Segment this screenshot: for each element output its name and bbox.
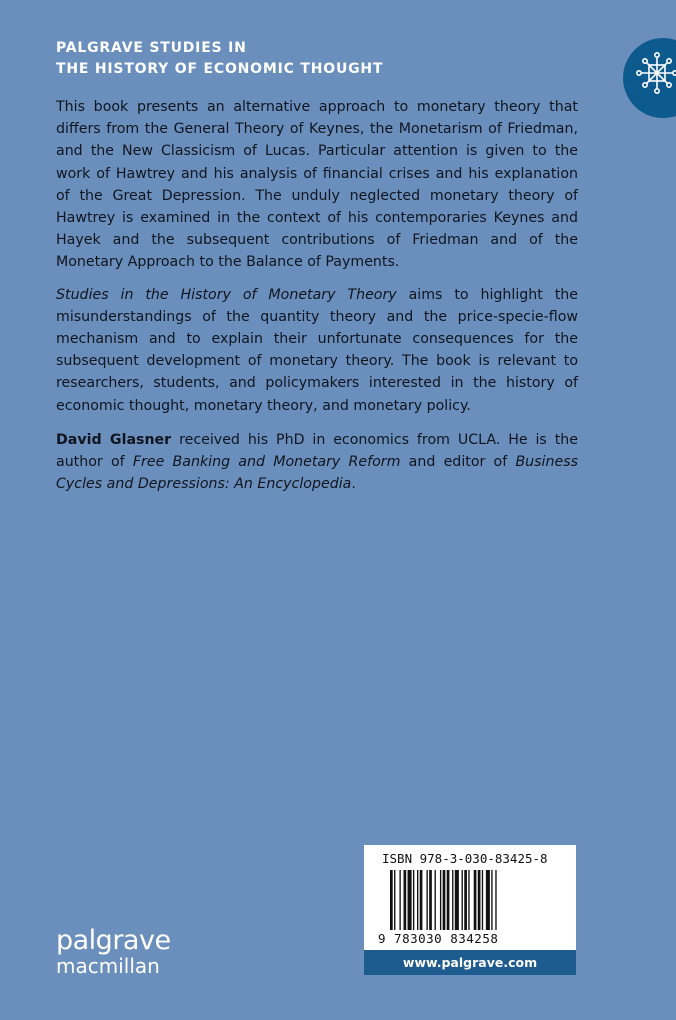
publisher-logo (56, 927, 171, 977)
isbn-digits: 9 783030 834258 (378, 931, 499, 946)
series-title-line-2: THE HISTORY OF ECONOMIC THOUGHT (56, 61, 384, 77)
barcode-bar (447, 870, 450, 930)
barcode-bar (452, 870, 453, 930)
barcode-bar (390, 870, 393, 930)
barcode-bar (420, 870, 423, 930)
blurb-paragraph-2 (56, 284, 578, 417)
back-cover-blurb (56, 96, 578, 505)
blurb-paragraph-1: This book presents an alternative approach to monetary theory that differs from the General Theory of Keynes, the Monetarism of Friedman, and the New Classicism of Lucas. Particular attention is given to the work of Hawtrey and his analysis of financial crises and his explanation of the Great Depression. The unduly neglected monetary theory of Hawtrey is examined in the context of his contemporaries Keynes and Hayek and the subsequent contributions of Friedman and of the Monetary Approach to the Balance of Payments. (56, 99, 578, 271)
barcode-bar (474, 870, 477, 930)
barcode-bar (462, 870, 463, 930)
publisher-url[interactable]: www.palgrave.com (364, 950, 576, 975)
blurb-paragraph-2-text: aims to highlight the misunderstandings of the quantity theory and the price-specie-flow mechanism and to explain their unfortunate consequences for the subsequent development of monetary theory. The book is relevant to researchers, students, and policymakers interested in the history of economic thought, monetary theory, and monetary policy. (56, 286, 578, 414)
barcode-bar (408, 870, 412, 930)
palgrave-network-icon (635, 51, 676, 95)
author-bio (56, 429, 578, 496)
barcode-bar (443, 870, 446, 930)
book-title: Studies in the History of Monetary Theory (56, 286, 397, 303)
barcode-bar (495, 870, 496, 930)
barcode-bar (486, 870, 490, 930)
barcode-bar (417, 870, 418, 930)
barcode-bar (478, 870, 481, 930)
isbn-label: ISBN 978-3-030-83425-8 (382, 851, 548, 866)
author-name: David Glasner (56, 431, 172, 448)
barcode-bar (440, 870, 441, 930)
barcode-panel (364, 845, 576, 975)
author-bio-and: and editor of (400, 454, 516, 471)
barcode-bar (429, 870, 432, 930)
barcode-bar (399, 870, 400, 930)
barcode-bars (390, 870, 550, 930)
barcode-bar (394, 870, 395, 930)
barcode-bar (426, 870, 427, 930)
publisher-logo-palgrave: palgrave (56, 925, 171, 956)
barcode-bar (455, 870, 459, 930)
barcode-bar (491, 870, 492, 930)
author-book-2: Business Cycles and Depressions: An Encyclopedia (56, 454, 578, 493)
publisher-logo-macmillan: macmillan (56, 954, 160, 978)
barcode-bar (464, 870, 467, 930)
barcode-bar (435, 870, 436, 930)
barcode-bar (468, 870, 469, 930)
barcode-bar (413, 870, 414, 930)
palgrave-logo-badge (623, 38, 676, 118)
author-bio-text: received his PhD in economics from UCLA. He is the author of (56, 431, 578, 471)
author-bio-end: . (351, 476, 356, 493)
series-title-line-1: PALGRAVE STUDIES IN (56, 40, 247, 56)
series-title (56, 38, 383, 80)
barcode-bar (404, 870, 407, 930)
barcode-bar (482, 870, 483, 930)
author-book-1: Free Banking and Monetary Reform (132, 454, 401, 471)
